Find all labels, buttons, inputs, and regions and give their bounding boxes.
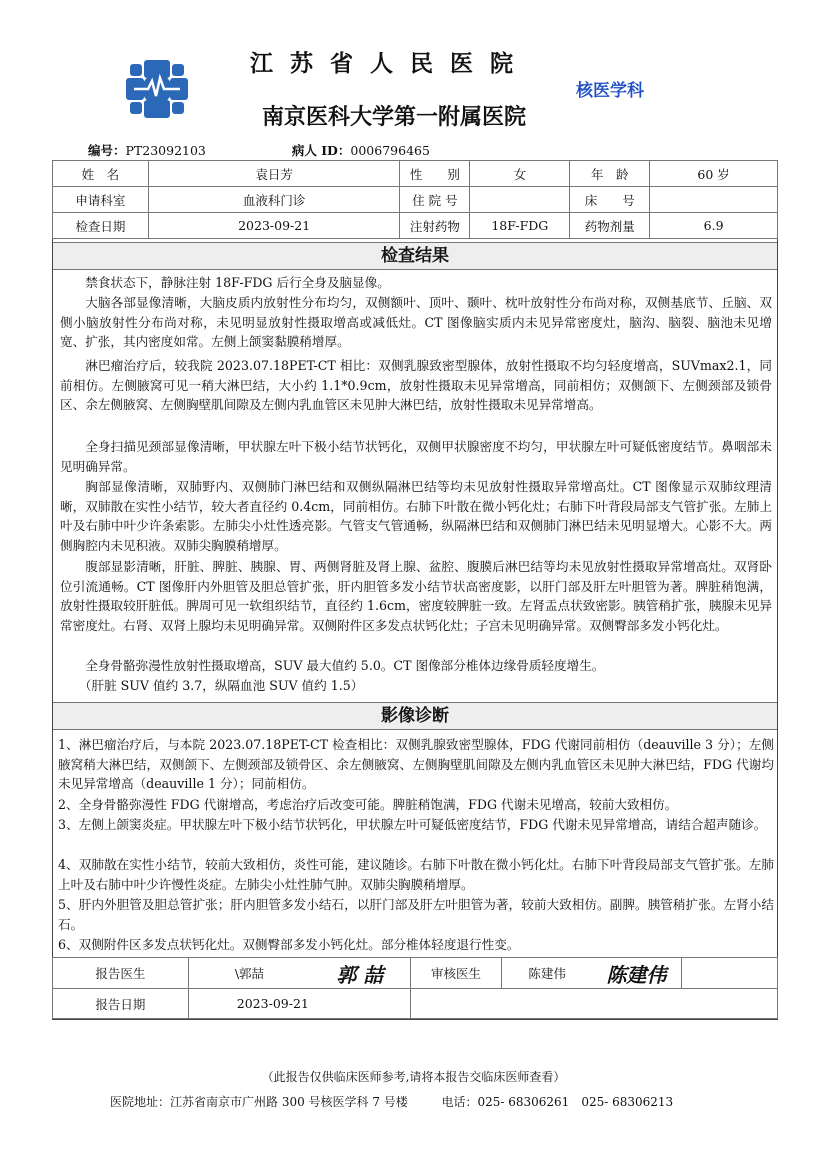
diagnosis-item: 2、全身骨骼弥漫性 FDG 代谢增高，考虑治疗后改变可能。脾脏稍饱满，FDG 代谢未见增高，较前大致相仿。 — [58, 797, 678, 812]
empty-cell — [682, 958, 778, 989]
info-cell: 姓 名 — [53, 161, 149, 187]
hospital-name-secondary: 南京医科大学第一附属医院 — [262, 104, 527, 130]
signature-row — [53, 958, 778, 989]
diagnosis-item: 4、双肺散在实性小结节，较前大致相仿，炎性可能，建议随诊。右肺下叶散在微小钙化灶。右肺下叶背段局部支气管扩张。左肺上叶及右肺中叶少许慢性炎症。左肺尖小灶性肺气肿。双肺尖胸膜稍增厚。 — [58, 857, 774, 892]
patient-id: 0006796465 — [350, 143, 430, 158]
info-cell: 检查日期 — [53, 213, 149, 239]
handwritten-signature: 郭 喆 — [336, 962, 384, 987]
info-cell: 女 — [470, 161, 570, 187]
report-id-line — [88, 141, 430, 159]
reviewer-label: 审核医生 — [410, 958, 502, 989]
info-cell: 住 院 号 — [400, 187, 470, 213]
info-cell: 性 别 — [400, 161, 470, 187]
info-cell: 血液科门诊 — [148, 187, 400, 213]
findings-paragraph: 腹部显影清晰，肝脏、脾脏、胰腺、胃、两侧肾脏及肾上腺、盆腔、腹膜后淋巴结等均未见放射性摄取异常增高灶。双肾卧位引流通畅。CT 图像肝内外胆管及胆总管扩张，肝内胆管多发小结节状高密度影，以肝门部及肝左叶胆管为著。脾脏稍饱满，放射性摄取较肝脏低。脾周可见一软组织结节，直径约 1.6cm，密度较脾脏一致。左肾盂点状致密影。胰管稍扩张，胰腺未见异常密度灶。右肾、双肾上腺均未见明确异常。双侧附件区多发点状钙化灶；子宫未见明确异常。双侧臀部多发小钙化灶。 — [60, 559, 772, 633]
info-cell: 2023-09-21 — [148, 213, 400, 239]
footer-notice: （此报告仅供临床医师参考,请将本报告交临床医师查看） — [261, 1070, 566, 1084]
diagnosis-item: 3、左侧上颌窦炎症。甲状腺左叶下极小结节状钙化，甲状腺左叶可疑低密度结节，FDG 代谢未见异常增高，请结合超声随诊。 — [58, 817, 767, 832]
info-cell — [650, 187, 778, 213]
report-date: 2023-09-21 — [188, 989, 410, 1019]
hospital-name: 江苏省人民医院 — [250, 50, 530, 77]
patient-id-label: 病人 ID： — [291, 143, 351, 158]
info-row — [53, 161, 778, 187]
date-label: 报告日期 — [53, 989, 189, 1019]
report-no: PT23092103 — [125, 143, 206, 158]
info-cell: 袁日芳 — [148, 161, 400, 187]
findings-paragraph: 禁食状态下，静脉注射 18F-FDG 后行全身及脑显像。 — [85, 275, 390, 290]
phone-numbers: 电话：025- 68306261 025- 68306213 — [441, 1095, 674, 1109]
info-cell: 药物剂量 — [570, 213, 650, 239]
info-cell: 18F-FDG — [470, 213, 570, 239]
footer-contact — [110, 1093, 673, 1110]
reporter-name: \郭喆 — [188, 958, 310, 989]
handwritten-signature: 陈建伟 — [606, 962, 667, 987]
reporter-signature — [310, 958, 410, 989]
diagnosis-title: 影像诊断 — [53, 702, 777, 730]
info-cell: 床 号 — [570, 187, 650, 213]
findings-paragraph: 全身扫描见颈部显像清晰，甲状腺左叶下极小结节状钙化，双侧甲状腺密度不均匀，甲状腺左叶可疑低密度结节。鼻咽部未见明确异常。 — [60, 439, 772, 474]
info-cell: 申请科室 — [53, 187, 149, 213]
findings-paragraph: 全身骨骼弥漫性放射性摄取增高，SUV 最大值约 5.0。CT 图像部分椎体边缘骨质轻度增生。 — [85, 658, 605, 673]
findings-title: 检查结果 — [53, 242, 777, 270]
info-row — [53, 213, 778, 239]
department-name: 核医学科 — [576, 81, 644, 101]
report-no-label: 编号： — [88, 143, 126, 158]
reviewer-name: 陈建伟 — [502, 958, 592, 989]
info-row — [53, 187, 778, 213]
hospital-logo — [124, 58, 190, 120]
hospital-address: 医院地址：江苏省南京市广州路 300 号核医学科 7 号楼 — [110, 1095, 408, 1109]
info-cell: 年 龄 — [570, 161, 650, 187]
reviewer-signature — [592, 958, 682, 989]
findings-paragraph: （肝脏 SUV 值约 3.7，纵隔血池 SUV 值约 1.5） — [78, 678, 364, 693]
reporter-label: 报告医生 — [53, 958, 189, 989]
diagnosis-item: 1、淋巴瘤治疗后，与本院 2023.07.18PET-CT 检查相比：双侧乳腺致密型腺体，FDG 代谢同前相仿（deauville 3 分）；左侧腋窝稍大淋巴结，双侧颌下、左侧颈部及锁骨区、余左侧腋窝、左侧胸壁肌间隙及左侧内乳血管区未见肿大淋巴结，FDG 代谢均未见异常增高（deauville 1 分）；同前相仿。 — [58, 737, 774, 791]
diagnosis-item: 6、双侧附件区多发点状钙化灶。双侧臀部多发小钙化灶。部分椎体轻度退行性变。 — [58, 937, 520, 952]
findings-paragraph: 胸部显像清晰，双肺野内、双侧肺门淋巴结和双侧纵隔淋巴结等均未见放射性摄取异常增高灶。CT 图像显示双肺纹理清晰，双肺散在实性小结节，较大者直径约 0.4cm，同前相仿。右肺下叶散在微小钙化灶；右肺下叶背段局部支气管扩张。左肺上叶及右肺中叶少许条索影。左肺尖小灶性透亮影。气管支气管通畅，纵隔淋巴结和双侧肺门淋巴结未见明显增大。心影不大。两侧胸腔内未见积液。双肺尖胸膜稍增厚。 — [60, 479, 772, 553]
patient-info-table — [52, 160, 778, 239]
diagnosis-item: 5、肝内外胆管及胆总管扩张；肝内胆管多发小结石，以肝门部及肝左叶胆管为著，较前大致相仿。副脾。胰管稍扩张。左肾小结石。 — [58, 897, 774, 932]
info-cell: 60 岁 — [650, 161, 778, 187]
findings-paragraph: 大脑各部显像清晰，大脑皮质内放射性分布均匀，双侧额叶、顶叶、颞叶、枕叶放射性分布尚对称，双侧基底节、丘脑、双侧小脑放射性分布尚对称，未见明显放射性摄取增高或减低灶。CT 图像脑实质内未见异常密度灶，脑沟、脑裂、脑池未见增宽、扩张，其内密度如常。左侧上颌窦黏膜稍增厚。 — [60, 295, 772, 349]
findings-paragraph: 淋巴瘤治疗后，较我院 2023.07.18PET-CT 相比：双侧乳腺致密型腺体，放射性摄取不均匀轻度增高，SUVmax2.1，同前相仿。左侧腋窝可见一稍大淋巴结，大小约 1.1*0.9cm，放射性摄取未见异常增高，同前相仿；双侧颌下、左侧颈部及锁骨区、余左侧腋窝、左侧胸壁肌间隙及左侧内乳血管区未见肿大淋巴结，放射性摄取未见异常增高。 — [60, 358, 772, 412]
info-cell — [470, 187, 570, 213]
signature-table — [52, 957, 778, 1019]
empty-cell — [410, 989, 777, 1019]
info-cell: 6.9 — [650, 213, 778, 239]
info-cell: 注射药物 — [400, 213, 470, 239]
date-row — [53, 989, 778, 1019]
